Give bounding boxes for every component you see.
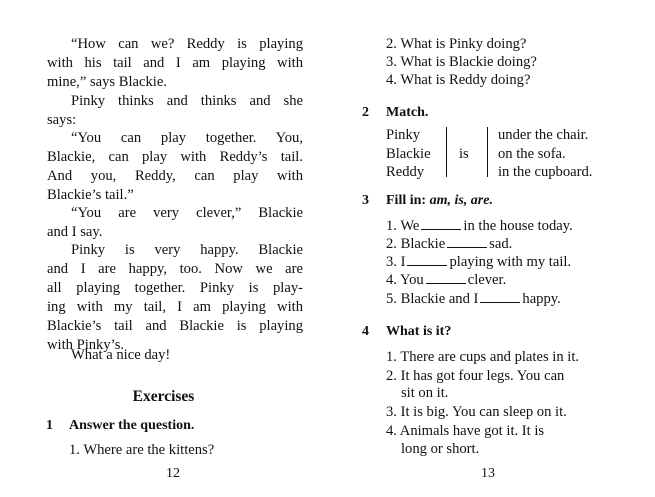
- match-places: [498, 126, 592, 182]
- fill-in-item: [386, 253, 571, 272]
- answer-blank: [426, 272, 466, 284]
- match-subject: Pinky: [386, 127, 421, 143]
- riddle-item-cont: long or short.: [401, 441, 480, 457]
- story-paragraph-6: [47, 346, 303, 365]
- match-subject: Reddy: [386, 164, 425, 180]
- fill-in-item-end: playing with my tail.: [449, 254, 572, 270]
- page-number-right: 13: [481, 466, 495, 481]
- story-line: And you, Reddy, can play with: [47, 167, 303, 184]
- match-place: under the chair.: [498, 127, 589, 143]
- exercise-1-item: 1. Where are the kittens?: [69, 442, 215, 458]
- story-line: and I say.: [47, 223, 103, 240]
- fill-in-item-end: sad.: [489, 236, 513, 252]
- match-divider-left: [446, 127, 447, 177]
- story-line: ing with my tail, I am playing with: [47, 298, 303, 315]
- story-line: Blackie’s tail and Blackie is playing: [47, 317, 303, 334]
- exercise-4-instruction: What is it?: [386, 324, 452, 339]
- exercise-2-instruction: Match.: [386, 105, 429, 120]
- fill-in-item-start: 3. I: [386, 254, 406, 270]
- answer-blank: [407, 254, 447, 266]
- right-page: [327, 0, 655, 497]
- fill-in-item-end: in the house today.: [463, 218, 573, 234]
- exercise-4-number: 4: [362, 324, 369, 339]
- fill-in-item-end: clever.: [467, 272, 507, 288]
- riddle-item: 1. There are cups and plates in it.: [386, 349, 580, 365]
- riddle-item: 3. It is big. You can sleep on it.: [386, 404, 567, 420]
- story-line: “You can play together. You,: [71, 130, 303, 146]
- story-line: Pinky is very happy. Blackie: [71, 242, 303, 258]
- story-paragraph-4: [47, 204, 303, 242]
- story-line: Blackie’s tail.”: [47, 186, 134, 203]
- fill-in-item-start: 4. You: [386, 272, 424, 288]
- fill-in-item: [386, 290, 561, 309]
- story-paragraph-1: [47, 35, 303, 92]
- story-line: Pinky thinks and thinks and she: [71, 93, 303, 109]
- answer-blank: [421, 218, 461, 230]
- story-line: with Pinky’s.: [47, 336, 125, 353]
- story-line: Blackie, can play with Reddy’s tail.: [47, 148, 303, 165]
- exercise-1-item: 3. What is Blackie doing?: [386, 54, 537, 70]
- exercise-1-instruction: Answer the question.: [69, 418, 195, 433]
- riddle-item: 2. It has got four legs. You can: [386, 368, 565, 384]
- exercises-title: Exercises: [132, 388, 195, 405]
- left-page: [0, 0, 327, 497]
- match-place: in the cupboard.: [498, 164, 593, 180]
- match-subjects: [386, 126, 431, 182]
- exercise-3-instruction: [386, 193, 493, 209]
- story-paragraph-5: [47, 241, 303, 354]
- story-paragraph-2: [47, 92, 303, 130]
- story-line: all playing together. Pinky is play-: [47, 279, 303, 296]
- fill-in-item-start: 5. Blackie and I: [386, 291, 479, 307]
- fill-in-item-start: 2. Blackie: [386, 236, 446, 252]
- fill-in-item: [386, 235, 512, 254]
- fill-in-item-end: happy.: [522, 291, 561, 307]
- exercise-1-item: 2. What is Pinky doing?: [386, 36, 527, 52]
- story-line: “You are very clever,” Blackie: [71, 205, 303, 221]
- fill-in-item-start: 1. We: [386, 218, 420, 234]
- fill-in-item: [386, 217, 573, 236]
- answer-blank: [480, 291, 520, 303]
- story-paragraph-3: [47, 129, 303, 205]
- match-subject: Blackie: [386, 145, 431, 162]
- story-line: “How can we? Reddy is playing: [71, 36, 303, 52]
- exercise-1-item: 4. What is Reddy doing?: [386, 72, 531, 88]
- story-line: with his tail and I am playing with: [47, 54, 303, 71]
- match-verb: is: [459, 146, 469, 162]
- answer-blank: [447, 236, 487, 248]
- story-line: says:: [47, 111, 77, 128]
- match-place: on the sofa.: [498, 145, 566, 162]
- fill-in-label: Fill in:: [386, 193, 427, 208]
- riddle-item: 4. Animals have got it. It is: [386, 423, 545, 439]
- exercise-1-number: 1: [46, 418, 53, 433]
- riddle-item-cont: sit on it.: [401, 385, 449, 401]
- story-line: and I are happy, too. Now we are: [47, 260, 303, 277]
- fill-in-item: [386, 271, 506, 290]
- story-line: What a nice day!: [71, 347, 171, 363]
- story-line: mine,” says Blackie.: [47, 73, 167, 90]
- page-number-left: 12: [166, 466, 180, 481]
- fill-in-words: am, is, are.: [429, 193, 493, 208]
- exercise-2-number: 2: [362, 105, 369, 120]
- exercise-3-number: 3: [362, 193, 369, 208]
- match-divider-right: [487, 127, 488, 177]
